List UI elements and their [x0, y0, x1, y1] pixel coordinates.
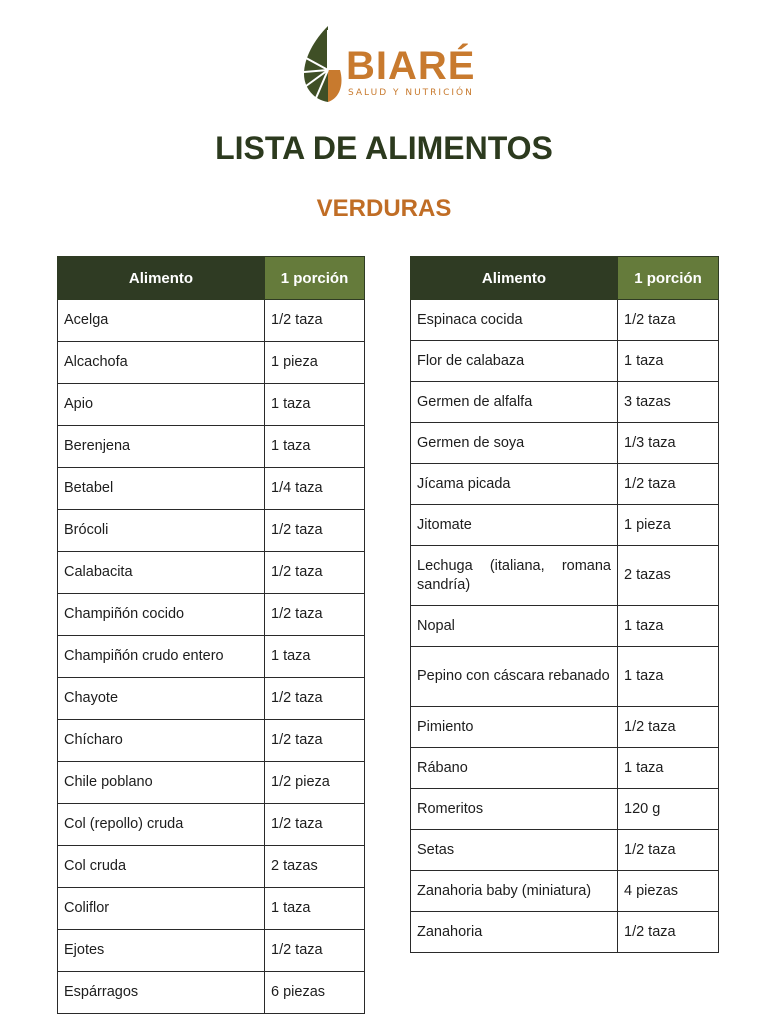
portion-size: 1 pieza — [618, 505, 719, 546]
food-name: Col cruda — [58, 846, 265, 888]
food-name: Champiñón crudo entero — [58, 636, 265, 678]
portion-size: 1/2 pieza — [265, 762, 365, 804]
food-name: Romeritos — [411, 789, 618, 830]
food-name: Nopal — [411, 606, 618, 647]
food-name: Coliflor — [58, 888, 265, 930]
food-name: Espinaca cocida — [411, 300, 618, 341]
food-table-left — [57, 256, 365, 1014]
table-row — [58, 426, 365, 468]
portion-size: 1/2 taza — [265, 678, 365, 720]
table-row — [411, 341, 719, 382]
portion-size: 1/2 taza — [265, 552, 365, 594]
table-header-row — [411, 257, 719, 300]
brand-tagline: SALUD Y NUTRICIÓN — [348, 88, 474, 98]
food-name: Acelga — [58, 300, 265, 342]
food-name: Pepino con cáscara rebanado — [411, 647, 618, 707]
table-row — [411, 789, 719, 830]
table-row — [58, 342, 365, 384]
table-row — [411, 505, 719, 546]
food-name: Germen de soya — [411, 423, 618, 464]
table-row — [411, 300, 719, 341]
portion-size: 1/2 taza — [265, 804, 365, 846]
portion-size: 1/3 taza — [618, 423, 719, 464]
portion-size: 4 piezas — [618, 871, 719, 912]
brand-logo — [300, 24, 480, 104]
food-name: Zanahoria — [411, 912, 618, 953]
portion-size: 6 piezas — [265, 972, 365, 1014]
food-table-right — [410, 256, 719, 953]
portion-size: 1 taza — [618, 606, 719, 647]
table-row — [58, 468, 365, 510]
brand-name: BIARÉ — [346, 44, 476, 88]
food-name: Chile poblano — [58, 762, 265, 804]
table-row — [411, 546, 719, 606]
column-header-food: Alimento — [58, 257, 265, 300]
food-name: Col (repollo) cruda — [58, 804, 265, 846]
table-row — [411, 423, 719, 464]
food-name: Germen de alfalfa — [411, 382, 618, 423]
food-name: Flor de calabaza — [411, 341, 618, 382]
portion-size: 1 taza — [265, 888, 365, 930]
food-name: Brócoli — [58, 510, 265, 552]
portion-size: 1 taza — [265, 636, 365, 678]
table-row — [58, 804, 365, 846]
portion-size: 1/2 taza — [265, 510, 365, 552]
portion-size: 1/2 taza — [618, 300, 719, 341]
table-row — [58, 720, 365, 762]
portion-size: 1/2 taza — [618, 464, 719, 505]
portion-size: 1/2 taza — [265, 300, 365, 342]
portion-size: 1/2 taza — [618, 912, 719, 953]
food-name: Jitomate — [411, 505, 618, 546]
food-name: Espárragos — [58, 972, 265, 1014]
table-row — [411, 912, 719, 953]
food-name: Apio — [58, 384, 265, 426]
table-header-row — [58, 257, 365, 300]
portion-size: 1 taza — [265, 426, 365, 468]
table-row — [58, 972, 365, 1014]
food-name: Setas — [411, 830, 618, 871]
food-name: Alcachofa — [58, 342, 265, 384]
portion-size: 1/2 taza — [618, 830, 719, 871]
table-row — [411, 647, 719, 707]
portion-size: 1/2 taza — [265, 720, 365, 762]
portion-size: 1 taza — [618, 748, 719, 789]
food-name: Jícama picada — [411, 464, 618, 505]
portion-size: 1/2 taza — [265, 930, 365, 972]
portion-size: 1 taza — [618, 341, 719, 382]
portion-size: 1/2 taza — [618, 707, 719, 748]
table-row — [58, 636, 365, 678]
column-header-portion: 1 porción — [265, 257, 365, 300]
food-name: Rábano — [411, 748, 618, 789]
table-row — [58, 510, 365, 552]
portion-size: 1/2 taza — [265, 594, 365, 636]
table-row — [411, 606, 719, 647]
food-name: Ejotes — [58, 930, 265, 972]
table-row — [58, 930, 365, 972]
section-title: VERDURAS — [316, 195, 452, 222]
food-name: Calabacita — [58, 552, 265, 594]
table-row — [58, 594, 365, 636]
portion-size: 2 tazas — [618, 546, 719, 606]
portion-size: 1 pieza — [265, 342, 365, 384]
column-header-food: Alimento — [411, 257, 618, 300]
food-name: Champiñón cocido — [58, 594, 265, 636]
portion-size: 1/4 taza — [265, 468, 365, 510]
food-name: Betabel — [58, 468, 265, 510]
page-title: LISTA DE ALIMENTOS — [215, 130, 553, 166]
food-name: Berenjena — [58, 426, 265, 468]
table-row — [58, 762, 365, 804]
food-name: Chícharo — [58, 720, 265, 762]
portion-size: 120 g — [618, 789, 719, 830]
table-row — [411, 748, 719, 789]
leaf-logo-icon — [300, 24, 344, 104]
table-row — [58, 384, 365, 426]
table-row — [411, 707, 719, 748]
table-row — [58, 678, 365, 720]
food-name: Lechuga (italiana, romana sandría) — [411, 546, 618, 606]
table-row — [58, 552, 365, 594]
table-row — [411, 871, 719, 912]
table-row — [411, 830, 719, 871]
table-row — [58, 846, 365, 888]
column-header-portion: 1 porción — [618, 257, 719, 300]
portion-size: 2 tazas — [265, 846, 365, 888]
food-name: Pimiento — [411, 707, 618, 748]
portion-size: 3 tazas — [618, 382, 719, 423]
portion-size: 1 taza — [265, 384, 365, 426]
food-name: Zanahoria baby (miniatura) — [411, 871, 618, 912]
table-row — [411, 382, 719, 423]
table-row — [411, 464, 719, 505]
portion-size: 1 taza — [618, 647, 719, 707]
food-name: Chayote — [58, 678, 265, 720]
table-row — [58, 300, 365, 342]
table-row — [58, 888, 365, 930]
